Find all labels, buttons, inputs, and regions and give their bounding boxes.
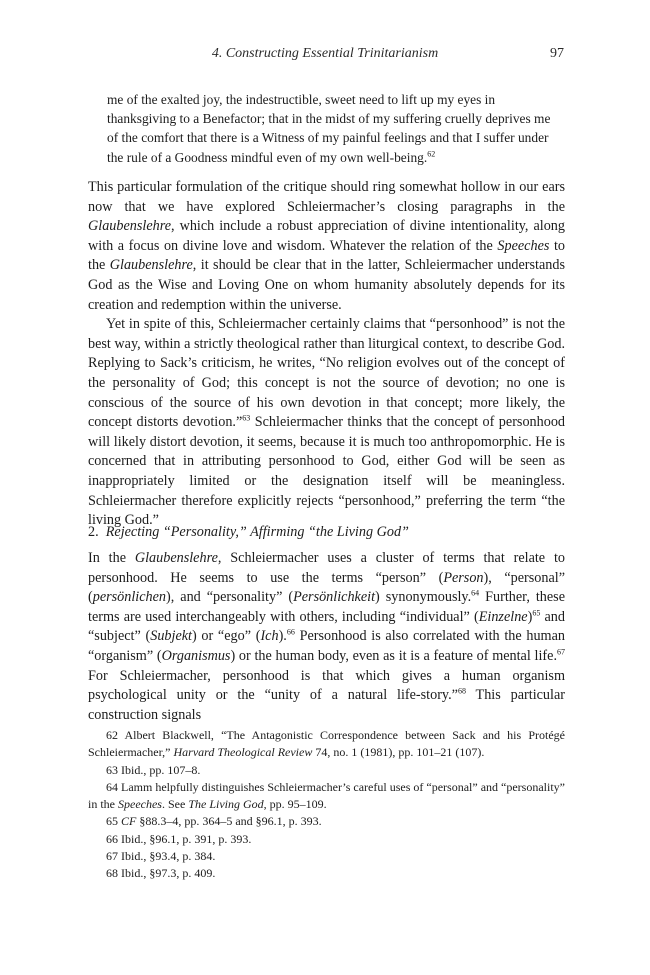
page-number: 97 [550,46,564,61]
footnote-ref-66: 66 [286,627,295,637]
section-title: Rejecting “Personality,” Affirming “the Living God” [105,524,409,540]
body-text-section-2 [88,549,565,725]
paragraph-1: This particular formulation of the critique should ring somewhat hollow in our ears now that we have explored Schleiermacher’s closing paragraphs in the Glaubenslehre, which include a robust appreciation of divine intentionality, along with a focus on divine love and wisdom. Whatever the relation of the Speeches to the Glaubenslehre, it should be clear that in the latter, Schleiermacher understands God as the Wise and Loving One on whom humanity absolutely depends for its creation and redemption within the universe. [88,179,565,313]
paragraph-3: In the Glaubenslehre, Schleiermacher uses a cluster of terms that relate to personhood. He seems to use the terms “person” (Person), “personal” (persönlichen), and “personality” (Persönlichkeit) synonymously.$^{64}$ Further, these terms are used interchangeably with others, including “individual” (Einzelne)$^{65}$ and “subject” (Subjekt) or “ego” (Ich).$^{66}$ Personhood is also correlated with the human “organism” (Organismus) or the human body, even as it is a feature of mental life.$^{67}$ For Schleiermacher, personhood is that which gives a human organism psychological unity or the “unity of a natural life-story.”$^{68}$ This particular construction signals [88,550,565,723]
footnote-ref-68: 68 [457,686,466,696]
section-heading [88,523,565,543]
footnote-63: 63 Ibid., pp. 107–8. [106,762,201,777]
footnote-ref-67: 67 [557,647,565,657]
footnote-66: 66 Ibid., §96.1, p. 391, p. 393. [106,831,252,846]
footnote-64: 64 Lamm helpfully distinguishes Schleiermacher’s careful uses of “personal” and “personality” in the Speeches. See The Living God, pp. 95–109. [88,779,565,812]
page-header [0,46,650,66]
body-text [88,178,565,531]
footnote-ref-62: 62 [427,149,436,159]
footnote-67: 67 Ibid., §93.4, p. 384. [106,849,216,864]
paragraph-2: Yet in spite of this, Schleiermacher certainly claims that “personhood” is not the best way, within a strictly theological rather than liturgical context, to describe God. Replying to Sack’s criticism, he writes, “No religion evolves out of the concept of the personality of God; this concept is not the source of devotion; no one is conscious of the source of his own devotion in that concept; more likely, the concept distorts devotion.”$^{63}$ Schleiermacher thinks that the concept of personhood will likely distort devotion, it seems, because it is much too anthropomorphic. He is concerned that in attributing personhood to God, either God will be seen as inappropriately limited or the designation itself will be meaningless. Schleiermacher therefore explicitly rejects “personhood,” preferring the term “the living God.” [88,316,566,529]
footnote-ref-65: 65 [532,608,541,618]
footnote-62: 62 Albert Blackwell, “The Antagonistic Correspondence between Sack and his Protégé Schleiermacher,” Harvard Theological Review 74, no. 1 (1981), pp. 101–21 (107). [88,728,565,760]
block-quote: me of the exalted joy, the indestructible, sweet need to lift up my eyes in thanksgiving to a Benefactor; that in the midst of my suffering cruelly deprives me of the comfort that there is a Witness of my painful feelings and that I suffer under the rule of a Goodness mindful even of my own well-being.$^{62}$ [107,92,551,165]
footnote-ref-63: 63 [242,413,251,423]
footnotes [88,727,565,883]
footnote-ref-64: 64 [471,588,480,598]
running-head: 4. Constructing Essential Trinitarianism [211,46,439,61]
footnote-68: 68 Ibid., §97.3, p. 409. [106,866,216,881]
footnote-65: 65 CF §88.3–4, pp. 364–5 and §96.1, p. 393. [106,814,322,829]
section-number: 2. [88,524,99,540]
